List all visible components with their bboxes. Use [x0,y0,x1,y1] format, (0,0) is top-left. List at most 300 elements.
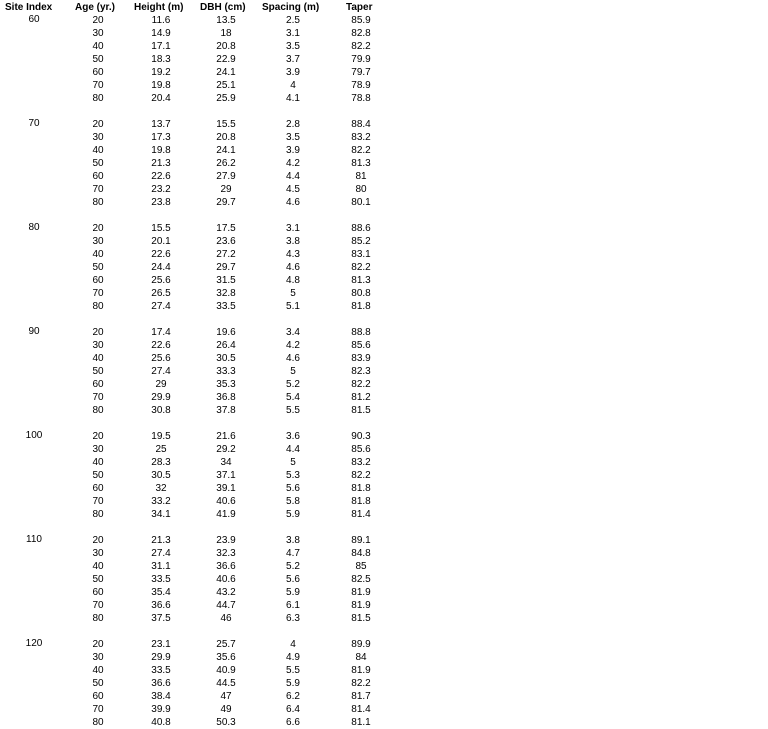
height-cell: 13.7 [151,119,171,130]
table-row [0,456,400,469]
spacing-cell: 5 [290,457,296,468]
height-cell: 23.8 [151,197,171,208]
height-cell: 23.2 [151,184,171,195]
dbh-cell: 26.4 [216,340,236,351]
dbh-cell: 23.6 [216,236,236,247]
dbh-cell: 17.5 [216,223,236,234]
spacing-cell: 4.5 [286,184,300,195]
taper-cell: 89.9 [351,639,371,650]
taper-cell: 82.2 [351,262,371,273]
taper-cell: 89.1 [351,535,371,546]
dbh-cell: 29.7 [216,197,236,208]
dbh-cell: 25.7 [216,639,236,650]
height-cell: 21.3 [151,535,171,546]
site-index-label: 70 [28,118,40,129]
site-index-label: 80 [28,222,40,233]
height-cell: 29.9 [151,652,171,663]
dbh-cell: 40.9 [216,665,236,676]
spacing-cell: 6.1 [286,600,300,611]
table-row [0,248,400,261]
height-cell: 19.8 [151,80,171,91]
dbh-cell: 34 [220,457,232,468]
table-row [0,352,400,365]
age-cell: 70 [92,184,104,195]
height-cell: 15.5 [151,223,171,234]
age-cell: 50 [92,366,104,377]
table-row [0,79,400,92]
dbh-cell: 46 [220,613,232,624]
spacing-cell: 4 [290,80,296,91]
height-cell: 22.6 [151,171,171,182]
site-index-label: 60 [28,14,40,25]
age-cell: 50 [92,574,104,585]
dbh-cell: 36.6 [216,561,236,572]
dbh-cell: 29.7 [216,262,236,273]
table-row [0,651,400,664]
dbh-cell: 15.5 [216,119,236,130]
height-cell: 29 [155,379,167,390]
age-cell: 30 [92,652,104,663]
spacing-cell: 5.4 [286,392,300,403]
height-cell: 33.2 [151,496,171,507]
spacing-cell: 5.9 [286,509,300,520]
height-cell: 22.6 [151,249,171,260]
age-cell: 50 [92,678,104,689]
taper-cell: 85.2 [351,236,371,247]
age-cell: 80 [92,717,104,728]
height-cell: 27.4 [151,366,171,377]
height-cell: 20.4 [151,93,171,104]
age-cell: 40 [92,41,104,52]
table-row [0,664,400,677]
age-cell: 80 [92,197,104,208]
table-row [0,287,400,300]
taper-cell: 81.8 [351,496,371,507]
taper-cell: 80 [355,184,367,195]
height-cell: 32 [155,483,167,494]
age-cell: 60 [92,691,104,702]
age-cell: 30 [92,548,104,559]
taper-cell: 83.2 [351,457,371,468]
taper-cell: 83.2 [351,132,371,143]
height-cell: 40.8 [151,717,171,728]
dbh-cell: 33.3 [216,366,236,377]
table-row [0,430,400,443]
table-row [0,690,400,703]
spacing-cell: 3.7 [286,54,300,65]
age-cell: 40 [92,665,104,676]
dbh-cell: 20.8 [216,41,236,52]
taper-cell: 80.1 [351,197,371,208]
table-row [0,235,400,248]
table-row [0,365,400,378]
dbh-cell: 43.2 [216,587,236,598]
spacing-cell: 5.9 [286,678,300,689]
table-row [0,131,400,144]
taper-cell: 81.3 [351,158,371,169]
spacing-cell: 4.2 [286,340,300,351]
age-cell: 40 [92,145,104,156]
taper-cell: 81.9 [351,600,371,611]
taper-cell: 81.9 [351,665,371,676]
height-cell: 18.3 [151,54,171,65]
height-cell: 30.8 [151,405,171,416]
table-row [0,157,400,170]
spacing-cell: 3.9 [286,67,300,78]
age-cell: 80 [92,613,104,624]
age-cell: 40 [92,353,104,364]
taper-cell: 85.6 [351,444,371,455]
dbh-cell: 33.5 [216,301,236,312]
table-row [0,612,400,625]
height-cell: 19.2 [151,67,171,78]
dbh-cell: 25.1 [216,80,236,91]
table-row [0,326,400,339]
taper-cell: 81.9 [351,587,371,598]
taper-cell: 81.7 [351,691,371,702]
spacing-cell: 6.2 [286,691,300,702]
spacing-cell: 3.4 [286,327,300,338]
spacing-cell: 2.5 [286,15,300,26]
taper-cell: 88.6 [351,223,371,234]
dbh-cell: 24.1 [216,67,236,78]
header-spacing: Spacing (m) [262,2,320,13]
spacing-cell: 5.9 [286,587,300,598]
age-cell: 60 [92,587,104,598]
height-cell: 31.1 [151,561,171,572]
dbh-cell: 47 [220,691,232,702]
height-cell: 19.5 [151,431,171,442]
spacing-cell: 3.8 [286,535,300,546]
taper-cell: 82.8 [351,28,371,39]
dbh-cell: 25.9 [216,93,236,104]
taper-cell: 90.3 [351,431,371,442]
age-cell: 60 [92,379,104,390]
table-row [0,222,400,235]
height-cell: 21.3 [151,158,171,169]
spacing-cell: 4.1 [286,93,300,104]
age-cell: 80 [92,301,104,312]
dbh-cell: 49 [220,704,232,715]
site-index-label: 120 [25,638,43,649]
taper-cell: 85.9 [351,15,371,26]
age-cell: 60 [92,275,104,286]
height-cell: 25.6 [151,275,171,286]
table-row [0,534,400,547]
table-row [0,27,400,40]
taper-cell: 82.2 [351,379,371,390]
table-row [0,118,400,131]
spacing-cell: 5.6 [286,483,300,494]
dbh-cell: 20.8 [216,132,236,143]
spacing-cell: 2.8 [286,119,300,130]
spacing-cell: 5 [290,366,296,377]
height-cell: 36.6 [151,678,171,689]
dbh-cell: 50.3 [216,717,236,728]
age-cell: 80 [92,509,104,520]
dbh-cell: 40.6 [216,496,236,507]
spacing-cell: 4 [290,639,296,650]
spacing-cell: 4.6 [286,353,300,364]
taper-cell: 82.3 [351,366,371,377]
height-cell: 38.4 [151,691,171,702]
taper-cell: 81.3 [351,275,371,286]
age-cell: 30 [92,340,104,351]
table-row [0,170,400,183]
height-cell: 25.6 [151,353,171,364]
taper-cell: 81.5 [351,613,371,624]
age-cell: 50 [92,158,104,169]
age-cell: 30 [92,444,104,455]
dbh-cell: 18 [220,28,232,39]
taper-cell: 81.5 [351,405,371,416]
table-row [0,677,400,690]
dbh-cell: 31.5 [216,275,236,286]
taper-cell: 82.5 [351,574,371,585]
age-cell: 70 [92,600,104,611]
age-cell: 50 [92,54,104,65]
table-row [0,560,400,573]
table-row [0,599,400,612]
table-row [0,482,400,495]
spacing-cell: 6.3 [286,613,300,624]
dbh-cell: 39.1 [216,483,236,494]
age-cell: 40 [92,457,104,468]
taper-cell: 79.9 [351,54,371,65]
table-row [0,274,400,287]
height-cell: 22.6 [151,340,171,351]
header-age: Age (yr.) [75,2,116,13]
header-site-index: Site Index [5,2,53,13]
age-cell: 60 [92,483,104,494]
dbh-cell: 21.6 [216,431,236,442]
dbh-cell: 29 [220,184,232,195]
spacing-cell: 6.6 [286,717,300,728]
dbh-cell: 27.2 [216,249,236,260]
table-row [0,638,400,651]
age-cell: 20 [92,639,104,650]
table-row [0,196,400,209]
height-cell: 20.1 [151,236,171,247]
age-cell: 60 [92,171,104,182]
table-row [0,300,400,313]
taper-cell: 84.8 [351,548,371,559]
dbh-cell: 32.3 [216,548,236,559]
age-cell: 60 [92,67,104,78]
dbh-cell: 19.6 [216,327,236,338]
taper-cell: 83.1 [351,249,371,260]
taper-cell: 85 [355,561,367,572]
dbh-cell: 35.6 [216,652,236,663]
age-cell: 70 [92,704,104,715]
age-cell: 70 [92,80,104,91]
height-cell: 27.4 [151,548,171,559]
height-cell: 30.5 [151,470,171,481]
height-cell: 26.5 [151,288,171,299]
dbh-cell: 29.2 [216,444,236,455]
dbh-cell: 24.1 [216,145,236,156]
header-taper: Taper [346,2,373,13]
age-cell: 80 [92,93,104,104]
age-cell: 20 [92,327,104,338]
taper-cell: 85.6 [351,340,371,351]
age-cell: 20 [92,431,104,442]
spacing-cell: 4.9 [286,652,300,663]
taper-cell: 82.2 [351,41,371,52]
height-cell: 17.3 [151,132,171,143]
taper-cell: 81.8 [351,301,371,312]
height-cell: 17.1 [151,41,171,52]
table-row [0,144,400,157]
spacing-cell: 5.2 [286,561,300,572]
age-cell: 70 [92,392,104,403]
dbh-cell: 22.9 [216,54,236,65]
spacing-cell: 5.5 [286,405,300,416]
height-cell: 17.4 [151,327,171,338]
spacing-cell: 5.5 [286,665,300,676]
taper-cell: 80.8 [351,288,371,299]
dbh-cell: 13.5 [216,15,236,26]
table-row [0,495,400,508]
spacing-cell: 3.8 [286,236,300,247]
height-cell: 39.9 [151,704,171,715]
height-cell: 24.4 [151,262,171,273]
dbh-cell: 44.7 [216,600,236,611]
spacing-cell: 4.2 [286,158,300,169]
height-cell: 29.9 [151,392,171,403]
age-cell: 20 [92,535,104,546]
table-row [0,53,400,66]
table-row [0,443,400,456]
age-cell: 30 [92,132,104,143]
taper-cell: 78.8 [351,93,371,104]
spacing-cell: 3.1 [286,223,300,234]
taper-cell: 81.8 [351,483,371,494]
taper-cell: 79.7 [351,67,371,78]
dbh-cell: 41.9 [216,509,236,520]
spacing-cell: 4.6 [286,262,300,273]
spacing-cell: 5 [290,288,296,299]
table-row [0,66,400,79]
taper-cell: 81.1 [351,717,371,728]
table-row [0,573,400,586]
dbh-cell: 37.1 [216,470,236,481]
table-row [0,378,400,391]
site-index-label: 90 [28,326,40,337]
spacing-cell: 4.6 [286,197,300,208]
taper-cell: 81.2 [351,392,371,403]
spacing-cell: 6.4 [286,704,300,715]
table-row [0,586,400,599]
age-cell: 70 [92,288,104,299]
site-index-label: 110 [26,534,42,545]
table-row [0,716,400,729]
dbh-cell: 30.5 [216,353,236,364]
spacing-cell: 3.6 [286,431,300,442]
taper-cell: 81.4 [351,704,371,715]
dbh-cell: 32.8 [216,288,236,299]
age-cell: 30 [92,28,104,39]
height-cell: 25 [155,444,167,455]
spacing-cell: 4.8 [286,275,300,286]
table-row [0,40,400,53]
height-cell: 37.5 [151,613,171,624]
spacing-cell: 5.8 [286,496,300,507]
spacing-cell: 4.4 [286,171,300,182]
spacing-cell: 4.3 [286,249,300,260]
height-cell: 27.4 [151,301,171,312]
dbh-cell: 35.3 [216,379,236,390]
table-row [0,703,400,716]
height-cell: 33.5 [151,665,171,676]
height-cell: 33.5 [151,574,171,585]
header-height: Height (m) [134,2,184,13]
age-cell: 80 [92,405,104,416]
age-cell: 50 [92,262,104,273]
age-cell: 70 [92,496,104,507]
dbh-cell: 40.6 [216,574,236,585]
table-row [0,391,400,404]
age-cell: 40 [92,249,104,260]
age-cell: 30 [92,236,104,247]
taper-cell: 82.2 [351,470,371,481]
table-row [0,469,400,482]
table-row [0,508,400,521]
age-cell: 20 [92,15,104,26]
dbh-cell: 37.8 [216,405,236,416]
age-cell: 20 [92,223,104,234]
dbh-cell: 27.9 [216,171,236,182]
taper-cell: 78.9 [351,80,371,91]
dbh-cell: 44.5 [216,678,236,689]
table-row [0,339,400,352]
taper-cell: 82.2 [351,678,371,689]
spacing-cell: 5.2 [286,379,300,390]
spacing-cell: 3.9 [286,145,300,156]
table-row [0,14,400,27]
spacing-cell: 5.1 [286,301,300,312]
spacing-cell: 3.1 [286,28,300,39]
spacing-cell: 5.3 [286,470,300,481]
taper-cell: 81.4 [351,509,371,520]
height-cell: 11.6 [151,15,171,26]
table-row [0,92,400,105]
height-cell: 34.1 [151,509,171,520]
taper-cell: 84 [355,652,367,663]
height-cell: 35.4 [151,587,171,598]
taper-cell: 83.9 [351,353,371,364]
height-cell: 28.3 [151,457,171,468]
age-cell: 50 [92,470,104,481]
spacing-cell: 4.7 [286,548,300,559]
height-cell: 19.8 [151,145,171,156]
taper-cell: 81 [355,171,367,182]
header-dbh: DBH (cm) [200,2,246,13]
age-cell: 40 [92,561,104,572]
dbh-cell: 26.2 [216,158,236,169]
spacing-cell: 5.6 [286,574,300,585]
height-cell: 36.6 [151,600,171,611]
age-cell: 20 [92,119,104,130]
height-cell: 23.1 [151,639,171,650]
dbh-cell: 36.8 [216,392,236,403]
table-row [0,183,400,196]
dbh-cell: 23.9 [216,535,236,546]
site-index-label: 100 [25,430,43,441]
height-cell: 14.9 [151,28,171,39]
taper-cell: 88.4 [351,119,371,130]
taper-cell: 88.8 [351,327,371,338]
